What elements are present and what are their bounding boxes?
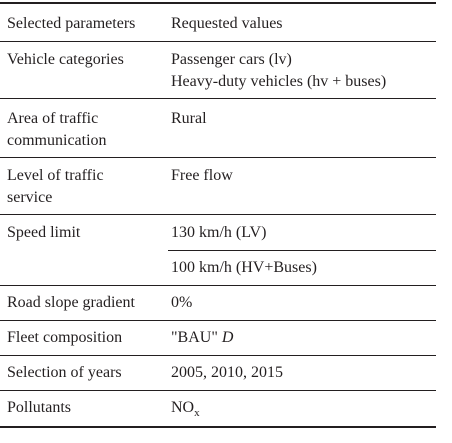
value-years: 2005, 2010, 2015: [171, 364, 283, 381]
param-level-of-traffic-line1: Level of traffic: [7, 167, 104, 184]
row-rule: [0, 157, 436, 158]
value-fleet-composition: [171, 327, 233, 349]
param-area-of-traffic-line1: Area of traffic: [7, 110, 99, 127]
table-bottom-rule: [0, 426, 436, 428]
value-speed-lv: 130 km/h (LV): [171, 224, 267, 241]
value-x-subscript: x: [194, 407, 200, 419]
row-rule: [0, 320, 436, 321]
value-bau: "BAU": [171, 329, 218, 346]
speed-limit-inner-rule: [168, 250, 436, 251]
param-fleet-composition: Fleet composition: [7, 329, 123, 346]
header-selected-parameters: Selected parameters: [7, 15, 136, 32]
value-d-italic: D: [221, 329, 234, 346]
value-passenger-cars: Passenger cars (lv): [171, 51, 292, 68]
value-no: NO: [171, 399, 195, 416]
value-rural: Rural: [171, 110, 207, 127]
param-speed-limit: Speed limit: [7, 224, 81, 241]
row-rule: [0, 98, 436, 99]
param-vehicle-categories: Vehicle categories: [7, 51, 124, 68]
value-zero-percent: 0%: [171, 294, 193, 311]
value-heavy-duty-vehicles: Heavy-duty vehicles (hv + buses): [171, 73, 387, 90]
param-selection-of-years: Selection of years: [7, 364, 122, 381]
param-level-of-traffic-line2: service: [7, 189, 53, 206]
header-rule: [0, 41, 436, 42]
value-nox: [171, 397, 200, 420]
table-top-rule: [0, 2, 436, 4]
row-rule: [0, 390, 436, 391]
row-rule: [0, 214, 436, 215]
param-pollutants: Pollutants: [7, 399, 72, 416]
param-area-of-traffic-line2: communication: [7, 132, 107, 149]
value-free-flow: Free flow: [171, 167, 233, 184]
param-road-slope-gradient: Road slope gradient: [7, 294, 135, 311]
row-rule: [0, 285, 436, 286]
row-rule: [0, 355, 436, 356]
value-speed-hv-buses: 100 km/h (HV+Buses): [171, 259, 317, 276]
header-requested-values: Requested values: [171, 15, 283, 32]
